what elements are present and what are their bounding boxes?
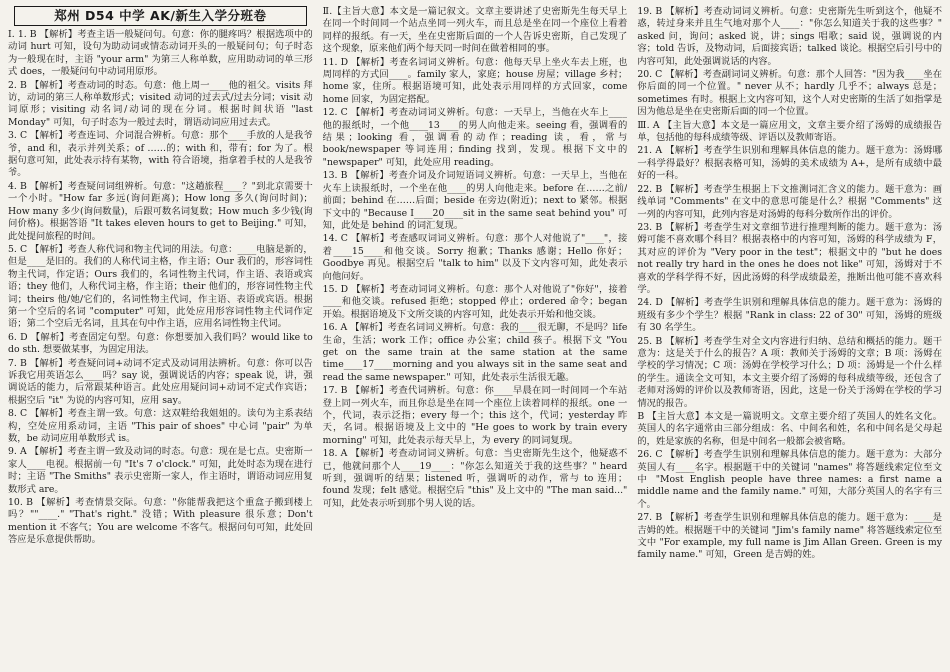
paragraph: 15. D 【解析】考查动词词义辨析。句意：那个人对他说了"你好"，接着____和他交谈。refused 拒绝；stopped 停止；ordered 命令；began 开始。根据语境及下文所交谈的内容可知，此处表示开始和他交谈。 — [322, 283, 628, 320]
page-title: 郑州 D54 中学 AK/新生入学分班卷 — [14, 6, 307, 26]
column-1 — [8, 6, 313, 668]
column-2 — [323, 6, 628, 668]
paragraph: 19. B 【解析】考查动词词义辨析。句意：史密斯先生听到这个，他疑不惑，转过身来并且生气地对那个人____："你怎么知道关于我的这些事？" asked 问，询问；asked 说，讲；sings 唱歌；said 说，强调说的内容；told 告诉，及物动词，后面接宾语；talked 谈论。根据空后引号中的内容可知，此处强调说话的内容。 — [637, 6, 943, 67]
paragraph: 17. B 【解析】考查代词辨析。句意：你____早晨在同一时间同一个车站登上同一列火车，而且你总是坐在同一个座位上读着同样的报纸。one 一个，代词，表示泛指；every 每一个；this 这个，代词；yesterday 昨天，名词。根据语境及上文中的 "He goes to work by train every morning" 可知，此处表示每天早上，为 every 的同词复现。 — [322, 385, 628, 446]
paragraph: 2. B 【解析】考查动词的时态。句意：他上周一____他的祖父。visits 拜访，动词的第三人称单数形式；visited 动词的过去式/过去分词；visit 动词原形；visiting 动名词/动词的现在分词。根据时间状语 "last Monday" 可知，句子时态为一般过去时，谓语动词应用过去式。 — [8, 79, 313, 128]
paragraph: 21. A 【解析】考查学生识别和理解具体信息的能力。题干意为：汤姆哪一科学得最好？根据表格可知，汤姆的美术成绩为 A+，是所有成绩中最好的一科。 — [637, 145, 943, 182]
paragraph: 7. B 【解析】考查疑问词+动词不定式及动词用法辨析。句意：你可以告诉我它用英语怎么____吗？say 说，强调说话的内容；speak 说，讲，强调说话的能力，后常跟某种语言。此处应用疑问词+动词不定式作宾语；根据空后 "it" 为说的内容可知，应用 say。 — [8, 357, 313, 406]
paragraph: 25. B 【解析】考查学生对全文内容进行归纳、总结和概括的能力。题干意为：这是关于什么的报告？A 项：教师关于汤姆的文章；B 项：汤姆在学校的学习情况；C 项：汤姆在学校学习什么；D 项：汤姆是一个什么样的学生。通读全文可知，本文主要介绍了汤姆的每科成绩等级，还包含了老师对汤姆的评价以及教师寄语，因此，这是一份关于汤姆在学校的学习情况的报告。 — [637, 335, 943, 409]
paragraph: 22. B 【解析】考查学生根据上下文推测词汇含义的能力。题干意为：画线单词 "Comments" 在文中的意思可能是什么？根据 "Comments" 这一列的内容可知，此列内容是对汤姆的每科分数所作出的评价。 — [637, 183, 943, 220]
paragraph: 9. A 【解析】考查主谓一致及动词的时态。句意：现在是七点。史密斯一家人____电视。根据前一句 "It's 7 o'clock." 可知，此处时态为现在进行时；主语 "The Smiths" 表示史密斯一家人，作主语时，谓语动词应用复数形式 are。 — [8, 446, 313, 495]
paragraph: 14. C 【解析】考查感叹词词义辨析。句意：那个人对他说了"____"，接着____15____和他交谈。Sorry 抱歉；Thanks 感谢；Hello 你好；Goodbye 再见。根据空后 "talk to him" 以及下文内容可知，此处表示向他问好。 — [322, 233, 628, 282]
paragraph: 4. B 【解析】考查疑问词组辨析。句意："这趟旅程____？"到北京需要十一个小时。"How far 多远(询问距离)；How long 多久(询问时间)；How many 多少(询问数量)，后跟可数名词复数；How much 多少钱(询问价格)。根据答语 "It takes eleven hours to get to Beijing." 可知，此处提问旅程的时间。 — [8, 180, 313, 242]
paragraph: Ⅱ.【主旨大意】本文是一篇记叙文。文章主要讲述了史密斯先生每天早上在同一个时间同一个站点坐同一列火车，而且总是坐在同一个座位上看着同样的报纸。有一天，坐在史密斯后面的一个人告诉史密斯，自己发现了这个现象，原来他们两个每天同一时间在做着相同的事。 — [322, 6, 628, 55]
paragraph: 26. C 【解析】考查学生识别和理解具体信息的能力。题干意为：大部分英国人有____名字。根据题干中的关键词 "names" 将答题线索定位至文中 "Most English people have three names: a first name a middle name and the family name." 可知，大部分英国人的名字有三个。 — [637, 449, 943, 510]
paragraph: 24. D 【解析】考查学生识别和理解具体信息的能力。题干意为：汤姆的班级有多少个学生？根据 "Rank in class: 22 of 30" 可知，汤姆的班级有 30 名学生。 — [637, 297, 943, 334]
paragraph: 5. C 【解析】考查人称代词和物主代词的用法。句意：____电脑是新的，但是____是旧的。我们的人称代词主格，作主语；Our 我们的，形容词性物主代词，作定语；Ours 我们的，名词性物主代词，作主语、表语或宾语；they 他们，人称代词主格，作主语；their 他们的，形容词性物主代词；theirs 他/她/它们的，名词性物主代词，作主语、表语或宾语。根据第一个空后的名词 "computer" 可知，此处应用形容词性物主代词作定语；第二个空后无名词，且其在句中作主语，应用名词性物主代词。 — [8, 243, 313, 330]
paragraph: 3. C 【解析】考查连词、介词混合辨析。句意：那个____手放的人是我爷爷，and 和，表示并列关系；of ……的；with 和，带有；for 为了。根据句意可知，此处表示持有某物，with 符合语境，指拿着手杖的人是我爷爷。 — [8, 130, 313, 179]
paragraph: B 【主旨大意】本文是一篇说明文。文章主要介绍了英国人的姓名文化。英国人的名字通常由三部分组成：名、中间名和姓，名和中间名是父母起的，姓是家族的名称，但是中间名一般都会被省略。 — [637, 411, 943, 447]
paragraph: Ⅲ. A 【主旨大意】本文是一篇应用文，文章主要介绍了汤姆的成绩报告单，包括他的每科成绩等级、评语以及教师寄语。 — [637, 119, 943, 144]
paragraph: 6. D 【解析】考查固定句型。句意：你想要加入我们吗？would like to do sth. 想要做某事，为固定用法。 — [8, 331, 313, 356]
paragraph: 27. B 【解析】考查学生识别和理解具体信息的能力。题干意为：____是吉姆的姓。根据题干中的关键词 "Jim's family name" 将答题线索定位至文中 "For example, my full name is Jim Allan Green. Green is my family name." 可知，Green 是吉姆的姓。 — [637, 512, 943, 561]
paragraph: 12. C 【解析】考查动词词义辨析。句意：一天早上，当他在火车上____他的报纸时，一个他____13____的男人向他走来。seeing 看，强调看的结果；looking 看，强调看的动作；reading 读，看，常与 book/newspaper 等词连用；finding 找到，发现。根据下文中的 "newspaper" 可知，此处应用 reading。 — [322, 107, 628, 168]
paragraph: 11. D 【解析】考查名词词义辨析。句意：他每天早上坐火车去上班，也周同样的方式回____。family 家人，家庭；house 房屋；village 乡村；home 家，住所。根据语境可知，此处表示用同样的方式回家，come home 回家，为固定搭配。 — [322, 56, 628, 105]
paragraph: 18. A 【解析】考查动词词义辨析。句意：当史密斯先生这个，他疑惑不已，他就问那个人____19____："你怎么知道关于我的这些事？" heard 听到，强调听的结果；listened 听，强调听的动作，常与 to 连用；found 发现；felt 感觉。根据空后 "this" 及上文中的 "The man said..." 可知，此处表示听到那个男人说的话。 — [322, 448, 628, 509]
paragraph: 16. A 【解析】考查名词词义辨析。句意：我的____很无聊，不是吗？life 生命，生活；work 工作；office 办公室；child 孩子。根据下文 "You get on the same train at the same station at the same time____17____morning and you always sit in the same seat and read the same newspaper." 可知，此处表示生活很无趣。 — [322, 322, 628, 383]
column-3 — [637, 6, 942, 668]
paragraph: 20. C 【解析】考查副词词义辨析。句意：那个人回答："因为我____坐在你后面的同一个位置。" never 从不；hardly 几乎不；always 总是；sometimes 有时。根据上文内容可知，这个人对史密斯的生活了如指掌是因为他总是坐在史密斯后面的同一个位置。 — [637, 69, 943, 118]
paragraph: 8. C 【解析】考查主谓一致。句意：这双鞋给我姐姐的。读句为主系表结构，空处应用系动词，主语 "This pair of shoes" 中心词 "pair" 为单数，be 动词应用单数形式 is。 — [8, 408, 313, 444]
paragraph: 23. B 【解析】考查学生对文章细节进行推理判断的能力。题干意为：汤姆可能不喜欢哪个科目？根据表格中的内容可知，汤姆的科学成绩为 F，其对应的评价为 "Very poor in the test"；根据文中的 "but he does not really try hard in the ones he does not like" 可知，汤姆对于不喜欢的学科学得不好，因此汤姆的科学成绩最差，推断出他可能不喜欢科学。 — [637, 221, 943, 295]
paragraph: 13. B 【解析】考查介词及介词短语词义辨析。句意：一天早上，当他在火车上读报纸时，一个坐在他____的男人向他走来。before 在……之前/前面；behind 在……后面；beside 在旁边(附近)；next to 紧邻。根据下文中的 "Because I____20____sit in the same seat behind you" 可知，此处是 behind 的词汇复现。 — [322, 170, 628, 231]
paragraph: Ⅰ. 1. B 【解析】考查主语一般疑问句。句意：你的腿疼吗？根据选项中的动词 hurt 可知，设句为助动词或情态动词开头的一般疑问句；句子时态为一般现在时，主语 "your arm" 为第三人称单数，应用助动词的单三形式 does，一般疑问句中动词用原形。 — [8, 29, 313, 78]
paragraph: 10. B 【解析】考查情景交际。句意："你能帮我把这个重盒子搬到楼上吗？""____." "That's right." 没错；With pleasure 很乐意；Don't mention it 不客气；You are welcome 不客气。根据问句可知，此处回答应是乐意提供帮助。 — [8, 497, 313, 546]
